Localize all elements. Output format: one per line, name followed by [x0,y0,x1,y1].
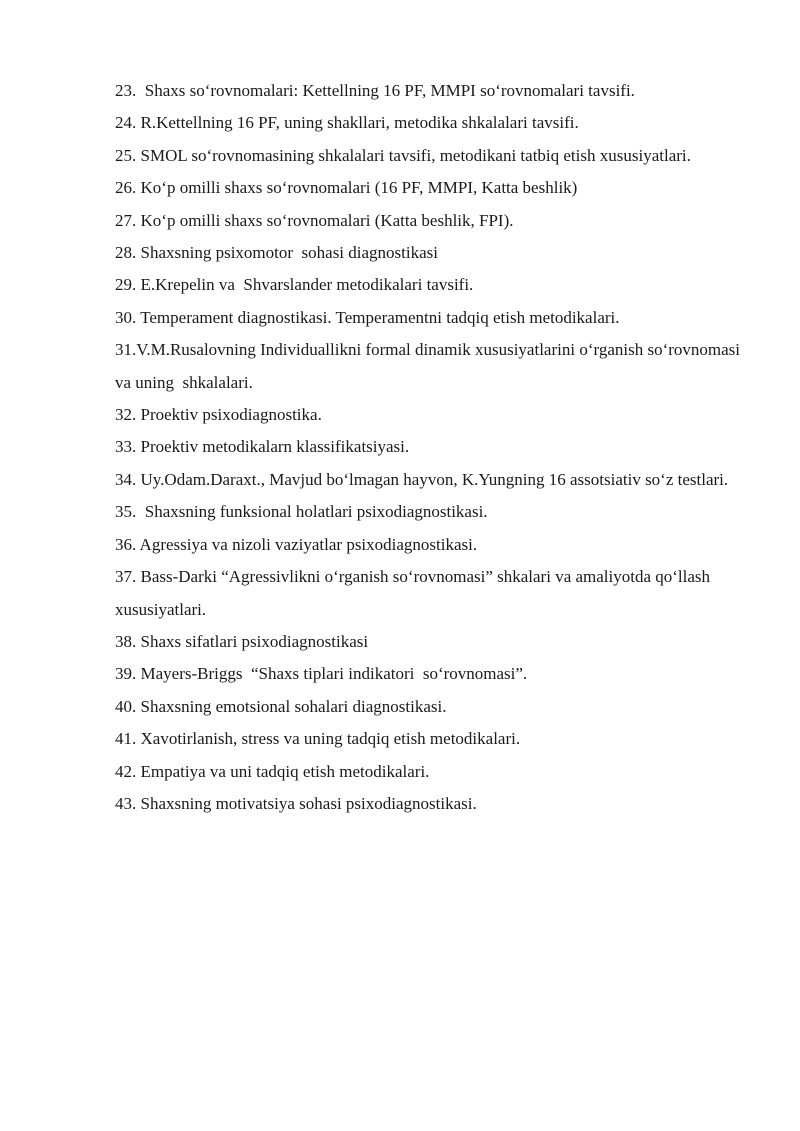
topic-list [115,75,755,820]
list-item: 31.V.M.Rusalovning Individuallikni formal dinamik xususiyatlarini oʻrganish soʻrovnomasi va uning shkalalari. [115,340,745,392]
list-item: 37. Bass-Darki “Agressivlikni oʻrganish soʻrovnomasi” shkalari va amaliyotda qoʻllash xususiyatlari. [115,567,715,619]
list-item: 28. Shaxsning psixomotor sohasi diagnostikasi [115,243,438,263]
list-item: 43. Shaxsning motivatsiya sohasi psixodiagnostikasi. [115,793,477,813]
list-item: 29. E.Krepelin va Shvarslander metodikalari tavsifi. [115,275,474,295]
list-item: 34. Uy.Odam.Daraxt., Mavjud boʻlmagan hayvon, K.Yungning 16 assotsiativ soʻz testlari. [115,469,729,489]
list-item: 32. Proektiv psixodiagnostika. [115,405,322,425]
list-item: 27. Koʻp omilli shaxs soʻrovnomalari (Katta beshlik, FPI). [115,210,514,230]
list-item: 38. Shaxs sifatlari psixodiagnostikasi [115,631,369,651]
list-item: 41. Xavotirlanish, stress va uning tadqiq etish metodikalari. [115,729,521,749]
list-item: 23. Shaxs soʻrovnomalari: Kettellning 16 PF, MMPI soʻrovnomalari tavsifi. [115,81,635,100]
list-item: 40. Shaxsning emotsional sohalari diagnostikasi. [115,696,447,716]
list-item: 26. Koʻp omilli shaxs soʻrovnomalari (16 PF, MMPI, Katta beshlik) [115,178,578,198]
list-item: 24. R.Kettellning 16 PF, uning shakllari, metodika shkalalari tavsifi. [115,113,579,133]
list-item: 33. Proektiv metodikalarn klassifikatsiyasi. [115,437,410,457]
list-item: 42. Empatiya va uni tadqiq etish metodikalari. [115,761,430,781]
list-item: 30. Temperament diagnostikasi. Temperamentni tadqiq etish metodikalari. [115,307,620,327]
list-item: 25. SMOL soʻrovnomasining shkalalari tavsifi, metodikani tatbiq etish xususiyatlari. [115,145,691,165]
list-item: 36. Agressiya va nizoli vaziyatlar psixodiagnostikasi. [115,534,478,554]
list-item: 35. Shaxsning funksional holatlari psixodiagnostikasi. [115,502,488,522]
list-item: 39. Mayers-Briggs “Shaxs tiplari indikatori soʻrovnomasi”. [115,664,528,684]
